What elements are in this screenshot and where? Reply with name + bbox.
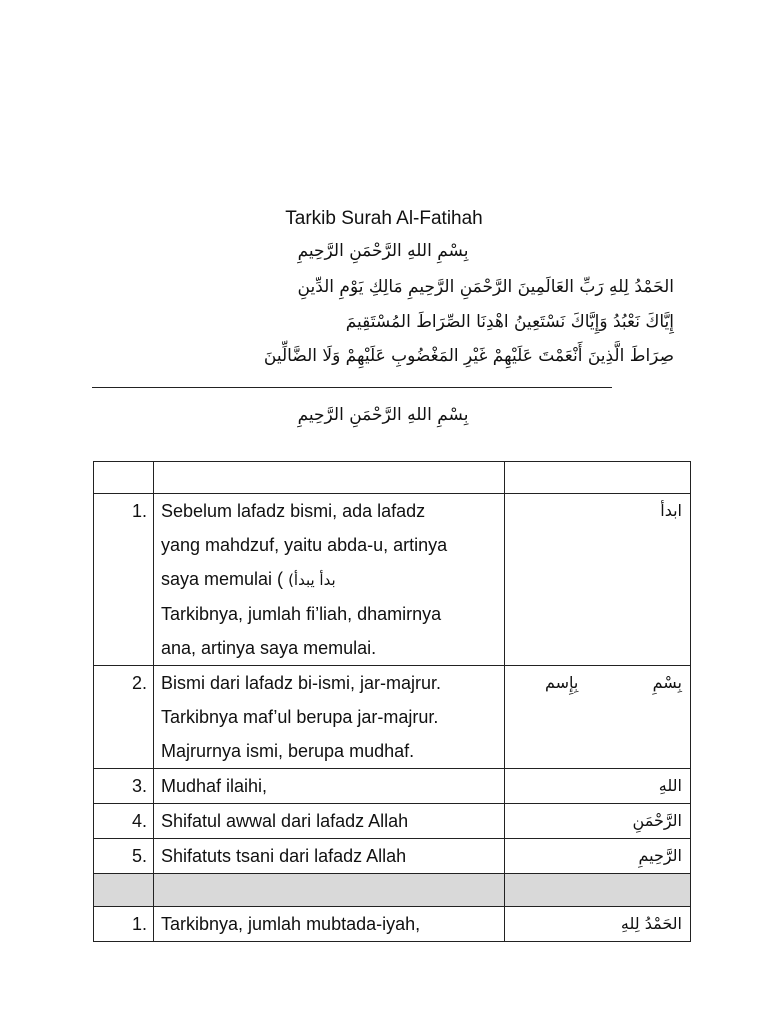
header-cell-arabic (505, 462, 691, 494)
surah-line-2: الحَمْدُ لِلهِ رَبِّ العَالَمِينَ الرَّحْمَنِ الرَّحِيمِ مَالِكِ يَوْمِ الدِّينِ (297, 277, 674, 297)
table-row (94, 494, 691, 666)
description-line: Bismi dari lafadz bi-ismi, jar-majrur. (161, 673, 442, 693)
description-line: Majrurnya ismi, berupa mudhaf. (161, 741, 415, 761)
separator-cell (94, 874, 154, 907)
arabic-word-bismi: بِسْمِ (652, 673, 682, 692)
row-arabic: اللهِ (505, 769, 691, 804)
row-description (154, 666, 505, 769)
description-line: Tarkibnya, jumlah fi’liah, dhamirnya (161, 604, 442, 624)
row-description (154, 494, 505, 666)
row-number: 4. (94, 804, 154, 839)
section-divider (92, 387, 612, 388)
table-row (94, 769, 691, 804)
arabic-word-pair (505, 666, 682, 700)
tarkib-table (93, 461, 691, 942)
section-heading-basmalah: بِسْمِ اللهِ الرَّحْمَنِ الرَّحِيمِ (297, 405, 469, 425)
description-line-text: saya memulai ( (161, 569, 284, 589)
description-line: yang mahdzuf, yaitu abda-u, artinya (161, 535, 448, 555)
row-arabic: الرَّحِيمِ (505, 839, 691, 874)
surah-line-4: صِرَاطَ الَّذِينَ أَنْعَمْتَ عَلَيْهِمْ غَيْرِ المَغْضُوبِ عَلَيْهِمْ وَلَا الضَّالِّينَ (263, 346, 674, 366)
row-arabic: ابدأ (505, 494, 691, 666)
table-header-row (94, 462, 691, 494)
arabic-word-bi-ismi: بِإِسم (545, 673, 579, 692)
description-line: Tarkibnya maf’ul berupa jar-majrur. (161, 707, 439, 727)
separator-cell (505, 874, 691, 907)
table-row (94, 839, 691, 874)
row-arabic: الرَّحْمَنِ (505, 804, 691, 839)
table-row (94, 907, 691, 942)
surah-line-3: إِيَّاكَ نَعْبُدُ وَإِيَّاكَ نَسْتَعِينُ اهْدِنَا الصِّرَاطَ المُسْتَقِيمَ (345, 312, 674, 332)
row-description: Mudhaf ilaihi, (154, 769, 505, 804)
document-title: Tarkib Surah Al-Fatihah (285, 208, 483, 229)
separator-cell (154, 874, 505, 907)
description-line: Sebelum lafadz bismi, ada lafadz (161, 501, 426, 521)
table-row (94, 804, 691, 839)
surah-line-basmalah: بِسْمِ اللهِ الرَّحْمَنِ الرَّحِيمِ (297, 241, 469, 261)
table-row (94, 666, 691, 769)
inline-arabic-verbs: بدأ يبدأ) (288, 571, 336, 589)
table-separator-row (94, 874, 691, 907)
row-number: 1. (94, 907, 154, 942)
row-number: 3. (94, 769, 154, 804)
row-number: 1. (94, 494, 154, 666)
header-cell-description (154, 462, 505, 494)
row-description: Tarkibnya, jumlah mubtada-iyah, (154, 907, 505, 942)
row-number: 2. (94, 666, 154, 769)
description-line (161, 562, 504, 597)
row-description: Shifatul awwal dari lafadz Allah (154, 804, 505, 839)
row-description: Shifatuts tsani dari lafadz Allah (154, 839, 505, 874)
row-number: 5. (94, 839, 154, 874)
header-cell-number (94, 462, 154, 494)
description-line: ana, artinya saya memulai. (161, 638, 377, 658)
row-arabic: الحَمْدُ لِلهِ (505, 907, 691, 942)
row-arabic (505, 666, 691, 769)
